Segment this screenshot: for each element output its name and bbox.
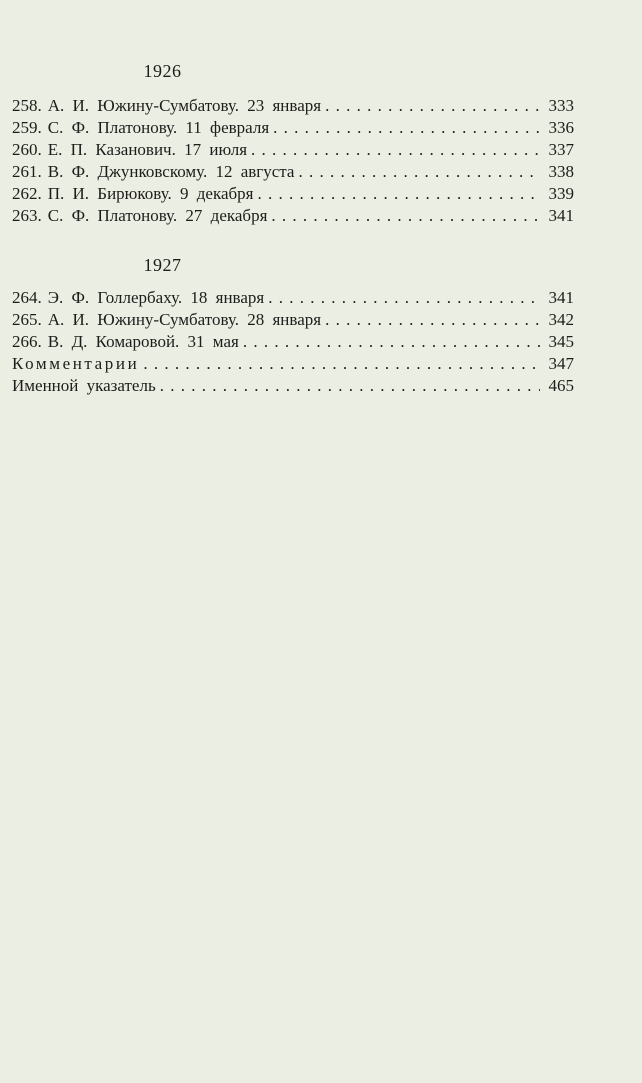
entry-number: 258. bbox=[12, 96, 42, 115]
entry-title: Э. Ф. Голлербаху. 18 января bbox=[47, 288, 265, 307]
entry-page: 341 bbox=[548, 288, 574, 307]
entry-number: 262. bbox=[12, 184, 42, 203]
entry-title: В. Ф. Джунковскому. 12 августа bbox=[47, 162, 295, 181]
entry-page: 337 bbox=[548, 140, 574, 159]
entry-number: 265. bbox=[12, 310, 42, 329]
entry-page: 345 bbox=[548, 332, 574, 351]
dot-leader bbox=[160, 375, 540, 397]
toc-entry bbox=[12, 183, 574, 205]
dot-leader bbox=[143, 353, 540, 375]
entry-page: 341 bbox=[548, 206, 574, 225]
toc-entry bbox=[12, 95, 574, 117]
toc-entry-commentary bbox=[12, 353, 574, 375]
dot-leader bbox=[243, 331, 540, 353]
entry-number: 260. bbox=[12, 140, 42, 159]
dot-leader bbox=[271, 205, 540, 227]
entry-number: 263. bbox=[12, 206, 42, 225]
entry-page: 465 bbox=[548, 376, 574, 395]
toc-entry bbox=[12, 117, 574, 139]
entry-page: 342 bbox=[548, 310, 574, 329]
entry-number: 259. bbox=[12, 118, 42, 137]
entry-page: 339 bbox=[548, 184, 574, 203]
entry-title: С. Ф. Платонову. 11 февраля bbox=[47, 118, 270, 137]
entry-number: 266. bbox=[12, 332, 42, 351]
entry-title: П. И. Бирюкову. 9 декабря bbox=[47, 184, 254, 203]
entry-title: Именной указатель bbox=[12, 376, 156, 395]
entry-page: 336 bbox=[548, 118, 574, 137]
year-heading-1926: 1926 bbox=[143, 61, 182, 81]
entry-title: В. Д. Комаровой. 31 мая bbox=[47, 332, 239, 351]
entry-title: А. И. Южину-Сумбатову. 28 января bbox=[47, 310, 322, 329]
dot-leader bbox=[273, 117, 540, 139]
toc-entry bbox=[12, 205, 574, 227]
entry-title: С. Ф. Платонову. 27 декабря bbox=[47, 206, 268, 225]
year-heading-1927: 1927 bbox=[143, 255, 182, 275]
toc-entry bbox=[12, 309, 574, 331]
toc-entry bbox=[12, 287, 574, 309]
toc-entry bbox=[12, 139, 574, 161]
entry-page: 333 bbox=[548, 96, 574, 115]
toc-entry bbox=[12, 331, 574, 353]
toc-entry bbox=[12, 161, 574, 183]
toc-entry-name-index bbox=[12, 375, 574, 397]
toc-list-1926 bbox=[12, 95, 574, 227]
entry-title: А. И. Южину-Сумбатову. 23 января bbox=[47, 96, 322, 115]
entry-page: 347 bbox=[548, 354, 574, 373]
dot-leader bbox=[251, 139, 540, 161]
dot-leader bbox=[298, 161, 540, 183]
toc-list-1927 bbox=[12, 287, 574, 397]
dot-leader bbox=[325, 95, 540, 117]
entry-number: 264. bbox=[12, 288, 42, 307]
dot-leader bbox=[268, 287, 540, 309]
entry-page: 338 bbox=[548, 162, 574, 181]
dot-leader bbox=[325, 309, 540, 331]
entry-title: Комментарии bbox=[12, 354, 140, 373]
dot-leader bbox=[257, 183, 540, 205]
entry-title: Е. П. Казанович. 17 июля bbox=[47, 140, 248, 159]
entry-number: 261. bbox=[12, 162, 42, 181]
